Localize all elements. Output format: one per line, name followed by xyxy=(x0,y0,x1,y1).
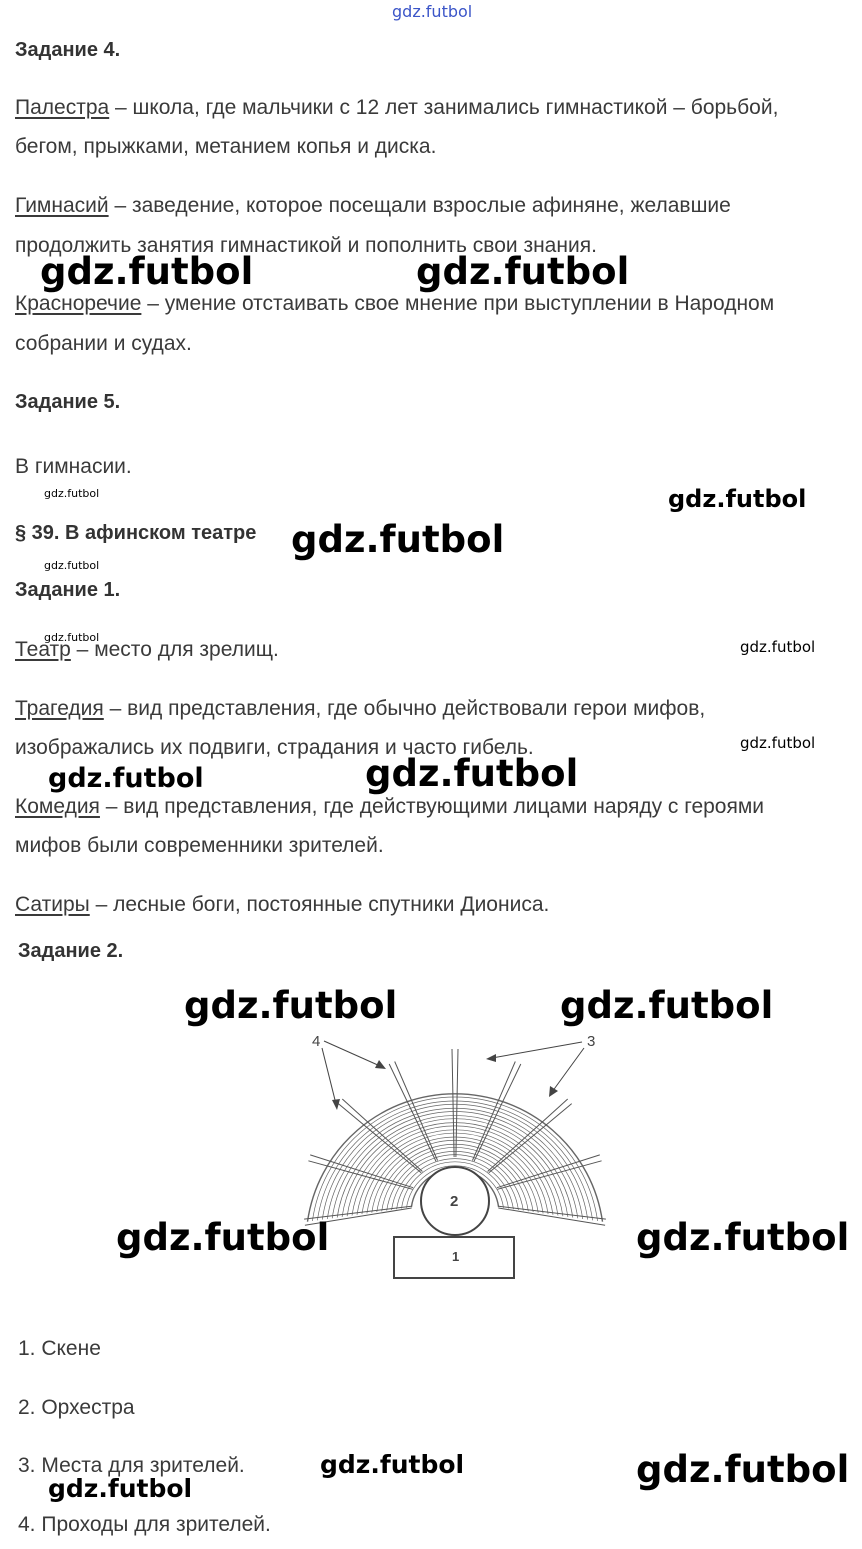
aisle-line xyxy=(488,1099,568,1172)
theatre-diagram xyxy=(290,1020,620,1285)
answer-item-3: 3. Места для зрителей. xyxy=(18,1454,245,1477)
term-tragedy: Трагедия xyxy=(15,697,104,720)
watermark: gdz.futbol xyxy=(184,984,398,1027)
figure-label-2: 2 xyxy=(450,1193,459,1210)
watermark: gdz.futbol xyxy=(40,250,254,293)
watermark: gdz.futbol xyxy=(560,984,774,1027)
definition-eloquence: – умение отстаивать свое мнение при выступлении в Народном xyxy=(141,292,775,315)
answer-item-2: 2. Орхестра xyxy=(18,1396,135,1419)
watermark: gdz.futbol xyxy=(48,1474,193,1503)
watermark: gdz.futbol xyxy=(116,1216,330,1259)
watermark: gdz.futbol xyxy=(668,485,807,513)
watermark: gdz.futbol xyxy=(44,631,100,644)
task1-heading: Задание 1. xyxy=(15,579,121,601)
arrow-4-b xyxy=(322,1048,336,1104)
figure-label-1: 1 xyxy=(452,1249,460,1264)
watermark: gdz.futbol xyxy=(291,518,505,561)
task4-item-gymnasium-cont: продолжить занятия гимнастикой и пополнить свои знания. xyxy=(15,234,597,257)
watermark: gdz.futbol xyxy=(636,1216,850,1259)
aisle-line xyxy=(474,1064,521,1161)
arrow-3-b xyxy=(552,1048,584,1092)
arrow-3-a-head xyxy=(486,1054,496,1062)
task1-item-tragedy xyxy=(15,697,705,721)
definition-comedy: – вид представления, где действующими лицами наряду с героями xyxy=(99,795,765,818)
aisle-line xyxy=(342,1099,422,1172)
term-palestra: Палестра xyxy=(15,96,110,119)
watermark: gdz.futbol xyxy=(740,638,816,656)
task4-item-eloquence-cont: собрании и судах. xyxy=(15,332,192,355)
figure-label-4: 4 xyxy=(312,1033,321,1050)
watermark: gdz.futbol xyxy=(48,763,204,794)
watermark: gdz.futbol xyxy=(740,734,816,752)
task1-item-satyrs xyxy=(15,893,549,917)
figure-label-3: 3 xyxy=(587,1033,596,1050)
answer-item-4: 4. Проходы для зрителей. xyxy=(18,1513,271,1536)
arrow-4-a xyxy=(324,1041,380,1066)
arrow-3-a xyxy=(492,1042,582,1058)
definition-palestra: – школа, где мальчики с 12 лет занимались гимнастикой – борьбой, xyxy=(109,96,779,119)
definition-gymnasium: – заведение, которое посещали взрослые афиняне, желавшие xyxy=(108,194,731,217)
aisle-line xyxy=(389,1064,436,1161)
arrow-3-b-head xyxy=(549,1086,558,1097)
aisle-line xyxy=(456,1049,458,1157)
definition-satyrs: – лесные боги, постоянные спутники Диониса. xyxy=(89,893,550,916)
task4-item-palestra xyxy=(15,96,778,120)
task1-item-comedy xyxy=(15,795,764,819)
task1-item-tragedy-cont: изображались их подвиги, страдания и часто гибель. xyxy=(15,736,534,759)
aisle-line xyxy=(452,1049,454,1157)
section-title: § 39. В афинском театре xyxy=(15,522,257,544)
answer-item-1: 1. Скене xyxy=(18,1337,101,1360)
definition-tragedy: – вид представления, где обычно действовали герои мифов, xyxy=(103,697,706,720)
definition-theatre: – место для зрелищ. xyxy=(70,638,279,661)
term-eloquence: Красноречие xyxy=(15,292,142,315)
watermark: gdz.futbol xyxy=(44,559,100,572)
watermark: gdz.futbol xyxy=(636,1448,850,1491)
term-satyrs: Сатиры xyxy=(15,893,90,916)
watermark-top[interactable]: gdz.futbol xyxy=(392,2,473,21)
watermark: gdz.futbol xyxy=(320,1450,465,1479)
term-comedy: Комедия xyxy=(15,795,100,818)
watermark: gdz.futbol xyxy=(44,487,100,500)
term-theatre: Театр xyxy=(15,638,71,661)
watermark: gdz.futbol xyxy=(365,752,579,795)
task2-heading: Задание 2. xyxy=(18,940,124,962)
task4-item-gymnasium xyxy=(15,194,731,218)
watermark: gdz.futbol xyxy=(416,250,630,293)
task4-heading: Задание 4. xyxy=(15,39,121,61)
task4-item-palestra-cont: бегом, прыжками, метанием копья и диска. xyxy=(15,135,437,158)
task1-item-comedy-cont: мифов были современники зрителей. xyxy=(15,834,384,857)
task4-item-eloquence xyxy=(15,292,774,316)
task5-answer: В гимнасии. xyxy=(15,455,132,478)
term-gymnasium: Гимнасий xyxy=(15,194,109,217)
task5-heading: Задание 5. xyxy=(15,391,121,413)
